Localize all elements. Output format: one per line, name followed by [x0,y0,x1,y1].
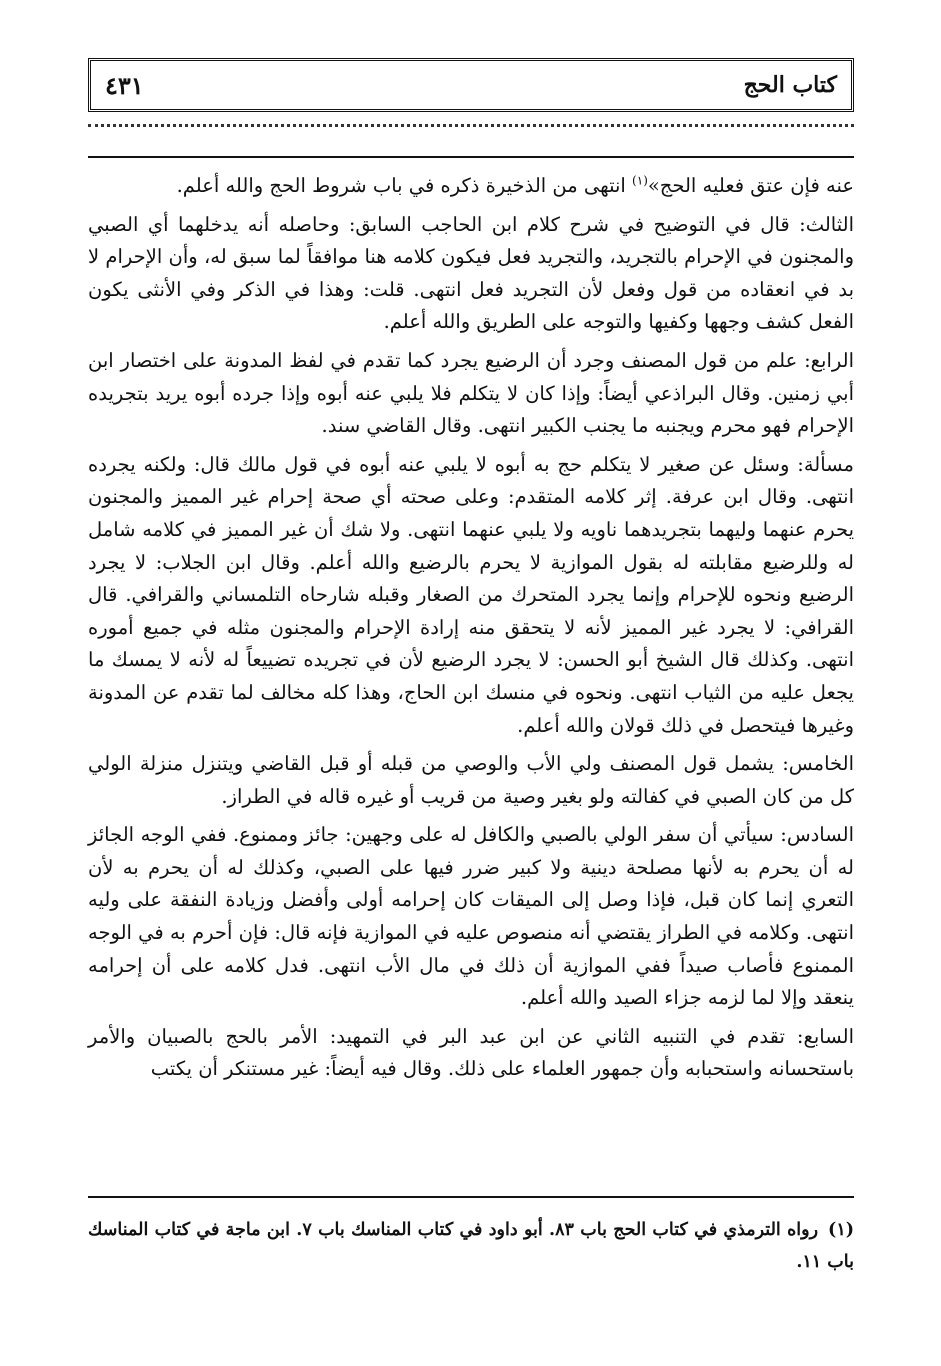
paragraph-fifth: الخامس: يشمل قول المصنف ولي الأب والوصي من قبله أو قبل القاضي ويتنزل منزلة الولي كل من كان الصبي في كفالته ولو بغير وصية من قريب أو غيره قاله في الطراز. [88,752,854,808]
main-text [88,170,854,1092]
dotted-divider [88,124,854,127]
footnote-reference: (١) [632,173,648,188]
page-header [88,58,854,112]
footnote-rule [88,1196,854,1198]
paragraph-third: الثالث: قال في التوضيح في شرح كلام ابن الحاجب السابق: وحاصله أنه يدخلهما أي الصبي والمجنون في الإحرام بالتجريد، والتجريد فعل فيكون كلامه هنا موافقاً لما سبق له، وأن الإحرام لا بد في انعقاده من قول وفعل لأن التجريد فعل انتهى. قلت: وهذا في الذكر وفي الأنثى يكون الفعل كشف وجهها وكفيها والتوجه على الطريق والله أعلم. [88,212,854,334]
page-number: ٤٣١ [105,70,144,100]
running-title: كتاب الحج [743,72,837,98]
header-rule [88,156,854,158]
paragraph-masala: مسألة: وسئل عن صغير لا يتكلم حج به أبوه لا يلبي عنه أبوه في قول مالك قال: ولكنه يجرده انتهى. وقال ابن عرفة. إثر كلامه المتقدم: وعلى صحته أي صحة إحرام غير المميز والمجنون يحرم عنهما وليهما بتجريدهما ناويه ولا يلبي عنهما انتهى. ولا شك أن غير المميز في كلامه شامل له وللرضيع مقابلته له بقول الموازية لا يحرم بالرضيع والله أعلم. وقال ابن الجلاب: لا يجرد الرضيع ونحوه للإحرام وإنما يجرد المتحرك من الصغار وقبله شارحاه التلمساني والقرافي. قال القرافي: لا يجرد غير المميز لأنه لا يتحقق منه إرادة الإحرام والمجنون مثله في جميع أموره انتهى. وكذلك قال الشيخ أبو الحسن: لا يجرد الرضيع لأن في تجريده تضييعاً له لأنه لا يمسك ما يجعل عليه من الثياب انتهى. ونحوه في منسك ابن الحاج، وهذا كله مخالف لما تقدم عن المدونة وغيرها فيتحصل في ذلك قولان والله أعلم. [88,452,854,737]
paragraph-seventh: السابع: تقدم في التنبيه الثاني عن ابن عبد البر في التمهيد: الأمر بالحج بالصبيان والأمر باستحسانه واستحبابه وأن جمهور العلماء على ذلك. وقال فيه أيضاً: غير مستنكر أن يكتب [88,1024,854,1081]
paragraph-1 [88,170,854,203]
paragraph-1-after: انتهى من الذخيرة ذكره في باب شروط الحج والله أعلم. [176,174,633,197]
paragraph-1-before: عنه فإن عتق فعليه الحج» [647,174,854,197]
paragraph-sixth: السادس: سيأتي أن سفر الولي بالصبي والكافل له على وجهين: جائز وممنوع. ففي الوجه الجائز له أن يحرم به لأنها مصلحة دينية ولا كبير ضرر فيها على الصبي، وكذلك له أن يحرم به لأن التعري إنما كان قبل، فإذا وصل إلى الميقات كان إحرامه أولى وأفضل وزيادة النفقة على وليه انتهى. وكلامه في الطراز يقتضي أنه منصوص عليه في الموازية فإنه قال: فإن أحرم به في الوجه الممنوع فأصاب صيداً ففي الموازية أن ذلك في مال الأب انتهى. فدل كلامه على أن إحرامه ينعقد وإلا لما لزمه جزاء الصيد والله أعلم. [88,823,854,1010]
footnote-text: رواه الترمذي في كتاب الحج باب ٨٣. أبو داود في كتاب المناسك باب ٧. ابن ماجة في كتاب المناسك باب ١١. [88,1220,854,1272]
footnote-number: (١) [828,1220,855,1240]
paragraph-fourth: الرابع: علم من قول المصنف وجرد أن الرضيع يجرد كما تقدم في لفظ المدونة على اختصار ابن أبي زمنين. وقال البراذعي أيضاً: وإذا كان لا يتكلم فلا يلبي عنه أبوه وإذا جرده أبوه يريد بتجريده الإحرام فهو محرم ويجنبه ما يجنب الكبير انتهى. وقال القاضي سند. [88,348,854,438]
footnote [88,1214,854,1278]
